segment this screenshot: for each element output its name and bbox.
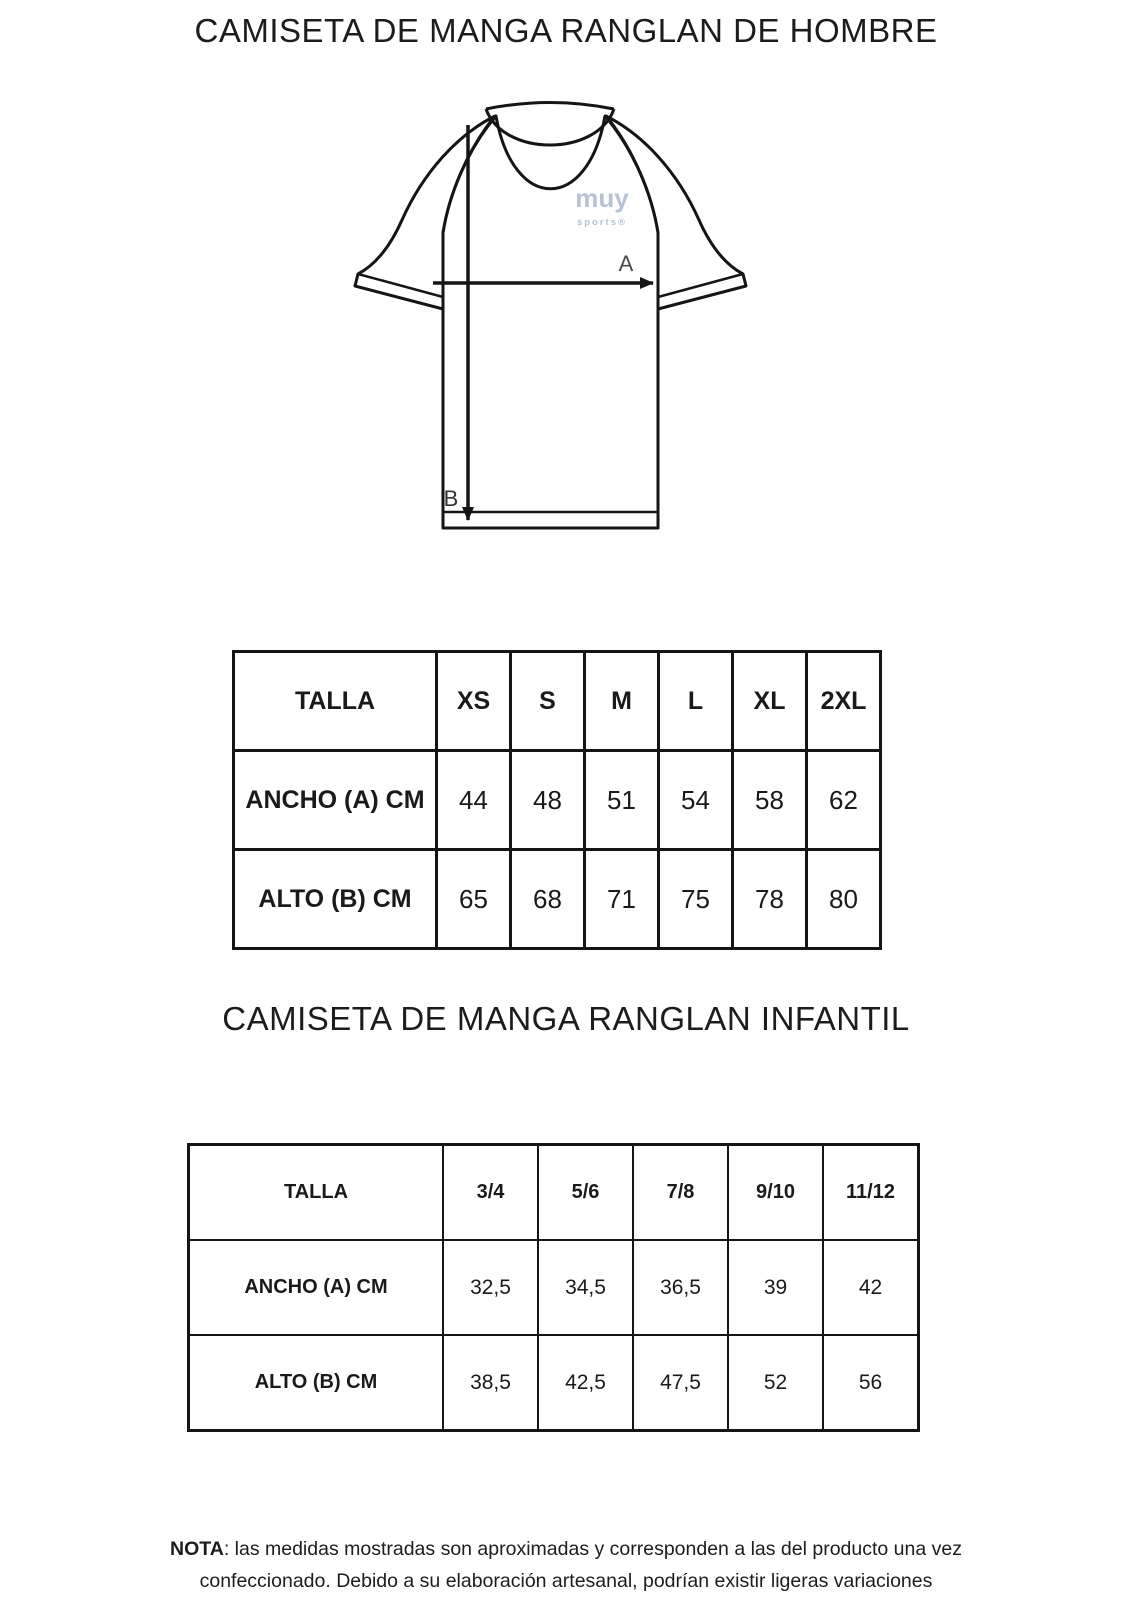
value-cell: 44 <box>437 751 511 850</box>
kids-width-row <box>189 1240 919 1335</box>
note-text-line1: : las medidas mostradas son aproximadas y corresponden a las del producto una vez <box>223 1538 962 1560</box>
value-cell: 38,5 <box>443 1335 538 1431</box>
size-cell: L <box>659 652 733 751</box>
value-cell: 78 <box>733 850 807 949</box>
value-cell: 36,5 <box>633 1240 728 1335</box>
value-cell: 47,5 <box>633 1335 728 1431</box>
note-label: NOTA <box>170 1538 224 1560</box>
note-text-line2: confeccionado. Debido a su elaboración artesanal, podrían existir ligeras variaciones <box>199 1569 933 1592</box>
value-cell: 52 <box>728 1335 823 1431</box>
kids-size-table <box>187 1143 920 1432</box>
note <box>0 1534 1132 1597</box>
tshirt-measurement-diagram <box>345 95 765 545</box>
brand-logo-subtext: sports® <box>576 217 628 228</box>
mens-height-row <box>234 850 881 949</box>
value-cell: 62 <box>807 751 881 850</box>
width-arrow-label: A <box>618 251 634 276</box>
value-cell: 34,5 <box>538 1240 633 1335</box>
size-cell: 7/8 <box>633 1145 728 1241</box>
value-cell: 42 <box>823 1240 919 1335</box>
mens-section-title: CAMISETA DE MANGA RANGLAN DE HOMBRE <box>194 12 938 49</box>
kids-height-row <box>189 1335 919 1431</box>
size-cell: 5/6 <box>538 1145 633 1241</box>
value-cell: 54 <box>659 751 733 850</box>
value-cell: 39 <box>728 1240 823 1335</box>
tshirt-body <box>443 116 658 528</box>
kids-table-header-row <box>189 1145 919 1241</box>
value-cell: 42,5 <box>538 1335 633 1431</box>
value-cell: 80 <box>807 850 881 949</box>
size-cell: 9/10 <box>728 1145 823 1241</box>
mens-table-header-row <box>234 652 881 751</box>
value-cell: 48 <box>511 751 585 850</box>
value-cell: 58 <box>733 751 807 850</box>
size-cell: S <box>511 652 585 751</box>
size-cell: 11/12 <box>823 1145 919 1241</box>
value-cell: 71 <box>585 850 659 949</box>
row-label-cell: ALTO (B) CM <box>189 1335 444 1431</box>
size-cell: M <box>585 652 659 751</box>
height-arrow-label: B <box>443 486 459 511</box>
tshirt-collar-top <box>486 103 614 110</box>
value-cell: 75 <box>659 850 733 949</box>
mens-size-table <box>232 650 882 950</box>
size-cell: 2XL <box>807 652 881 751</box>
header-cell: TALLA <box>234 652 437 751</box>
tshirt-collar-band <box>486 109 614 145</box>
row-label-cell: ALTO (B) CM <box>234 850 437 949</box>
value-cell: 65 <box>437 850 511 949</box>
size-cell: XL <box>733 652 807 751</box>
row-label-cell: ANCHO (A) CM <box>189 1240 444 1335</box>
value-cell: 51 <box>585 751 659 850</box>
size-cell: XS <box>437 652 511 751</box>
row-label-cell: ANCHO (A) CM <box>234 751 437 850</box>
value-cell: 56 <box>823 1335 919 1431</box>
size-cell: 3/4 <box>443 1145 538 1241</box>
header-cell: TALLA <box>189 1145 444 1241</box>
value-cell: 32,5 <box>443 1240 538 1335</box>
value-cell: 68 <box>511 850 585 949</box>
kids-section-title: CAMISETA DE MANGA RANGLAN INFANTIL <box>222 1000 910 1037</box>
mens-width-row <box>234 751 881 850</box>
brand-logo-text: muy <box>575 183 629 213</box>
